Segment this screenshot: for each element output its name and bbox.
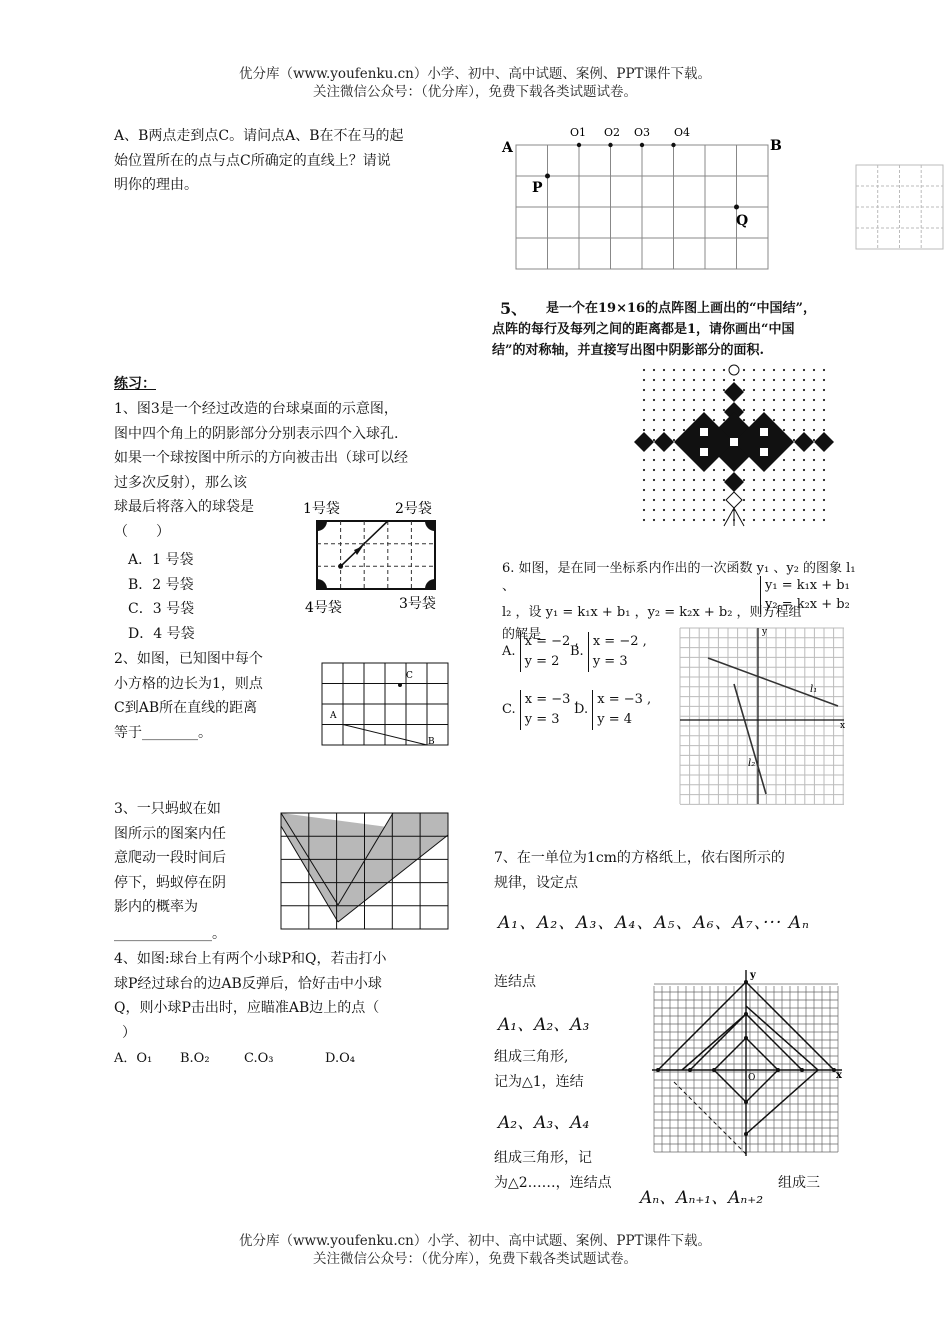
point-p-label: P	[532, 180, 543, 196]
q6-line: l₂ ，设 y₁ = k₁x + b₁ ，y₂ = k₂x + b₂ ，则方程组	[502, 605, 802, 620]
q3-line: 意爬动一段时间后	[114, 850, 226, 866]
q4-line: 4、如图:球台上有两个小球P和Q，若击打小	[114, 951, 387, 967]
question-3	[114, 797, 284, 920]
q1-option-c[interactable]: C．3 号袋	[128, 601, 195, 617]
q6-line: 的解是	[502, 627, 542, 642]
q7-form-triangle-1: 组成三角形,	[494, 1049, 569, 1065]
point-a-label: A	[330, 711, 337, 721]
intro-text	[114, 124, 474, 198]
q3-line: 停下，蚂蚁停在阴	[114, 874, 226, 891]
page-header-line1: 优分库（www.youfenku.cn）小学、初中、高中试题、案例、PPT课件下载。	[238, 66, 712, 82]
q3-ant-figure	[278, 810, 454, 934]
o2-label: O2	[604, 126, 621, 139]
point-b-label: B	[428, 737, 435, 747]
q6-equation-system	[760, 576, 850, 614]
origin-label: O	[748, 1073, 756, 1083]
q4-option-c[interactable]: C.O₃	[244, 1051, 274, 1066]
x-axis-label: x	[836, 1070, 842, 1081]
direction-arrow-icon	[354, 546, 363, 555]
side-grid-decoration	[855, 164, 945, 250]
pocket-1	[317, 521, 327, 531]
q4-options	[114, 1050, 474, 1068]
question-7	[494, 846, 854, 895]
q3-line: 3、一只蚂蚁在如	[114, 801, 221, 817]
q7-mark-1: 记为△1，连结	[494, 1074, 584, 1090]
q1-line: 如果一个球按图中所示的方向被击出（球可以经	[114, 450, 408, 466]
billiard-grid-figure	[498, 122, 788, 274]
q7-triangle-graph	[650, 970, 846, 1158]
q1-line: 图中四个角上的阴影部分分别表示四个入球孔.	[114, 425, 399, 442]
q4-option-b[interactable]: B.O₂	[180, 1051, 210, 1066]
q2-line: 小方格的边长为1，则点	[114, 675, 263, 692]
page-footer-line2: 关注微信公众号：（优分库），免费下载各类试题试卷。	[313, 1251, 637, 1267]
q5-line: 点阵的每行及每列之间的距离都是1，请你画出“中国	[492, 322, 795, 337]
q7-points-123: A₁、A₂、A₃	[498, 1015, 590, 1035]
q7-form-triangle-2: 组成三角形，记	[494, 1150, 592, 1166]
q2-line: 2、如图，已知图中每个	[114, 651, 263, 667]
page-header-line2: 关注微信公众号：（优分库），免费下载各类试题试卷。	[313, 84, 637, 100]
practice-title: 练习：	[114, 376, 156, 392]
point-q-label: Q	[736, 213, 749, 229]
q1-options	[128, 548, 195, 646]
q3-line: 影内的概率为	[114, 899, 198, 915]
point-b-label: B	[770, 138, 782, 154]
l2-label: l₂	[748, 758, 756, 769]
q2-line: C到AB所在直线的距离	[114, 700, 258, 716]
q3-answer-blank: ______________。	[114, 926, 226, 942]
table-border	[317, 521, 435, 589]
x-axis-label: x	[840, 721, 846, 731]
pocket-1-label: 1号袋	[303, 501, 340, 517]
q4-line: ）	[122, 1024, 136, 1041]
q2-grid-figure	[318, 660, 452, 748]
question-5	[492, 298, 842, 361]
intro-line: 明你的理由。	[114, 177, 198, 193]
q6-option-b[interactable]: B. x = −2 , y = 3	[570, 632, 647, 672]
pocket-3	[425, 579, 435, 589]
q1-option-a[interactable]: A．1 号袋	[128, 552, 194, 568]
pocket-4-label: 4号袋	[305, 600, 342, 616]
q2-line: 等于________。	[114, 724, 212, 741]
q6-option-d[interactable]: D. x = −3 , y = 4	[574, 690, 651, 730]
pocket-2	[425, 521, 435, 531]
q5-line: 是一个在19×16的点阵图上画出的“中国结”，	[546, 301, 817, 316]
intro-line: 始位置所在的点与点C所确定的直线上？请说	[114, 152, 391, 169]
pool-table-figure	[295, 495, 455, 620]
q7-connect: 连结点	[494, 974, 536, 990]
q4-option-d[interactable]: D.O₄	[325, 1051, 355, 1066]
l1-label: l₁	[810, 684, 818, 695]
q3-line: 图所示的图案内任	[114, 825, 226, 842]
point-c-label: C	[406, 671, 413, 681]
q7-mark-2: 为△2……，连结点	[494, 1175, 612, 1191]
line-l2	[734, 684, 766, 794]
question-4	[114, 947, 474, 1045]
q7-line: 7、在一单位为1cm的方格纸上，依右图所示的	[494, 850, 785, 866]
q6-option-a[interactable]: A. x = −2 , y = 2	[502, 632, 579, 672]
q6-line: 6. 如图，是在同一坐标系内作出的一次函数 y₁ 、y₂ 的图象 l₁ 、	[502, 561, 856, 594]
o4-label: O4	[674, 126, 691, 139]
q4-line: Q，则小球P击出时，应瞄准AB边上的点（	[114, 1000, 380, 1016]
y-axis-label: y	[762, 627, 768, 637]
q7-point-sequence: A₁、A₂、A₃、A₄、A₅、A₆、A₇、··· Aₙ	[498, 913, 810, 933]
o3-label: O3	[634, 126, 651, 139]
q1-option-d[interactable]: D．4 号袋	[128, 625, 195, 642]
q6-linear-graph	[676, 624, 848, 808]
q7-points-234: A₂、A₃、A₄	[498, 1113, 590, 1133]
o1-label: O1	[570, 126, 587, 139]
q7-points-n: Aₙ、Aₙ₊₁、Aₙ₊₂	[640, 1188, 764, 1208]
pocket-2-label: 2号袋	[395, 501, 432, 517]
q1-option-b[interactable]: B．2 号袋	[128, 576, 194, 593]
ball	[338, 564, 343, 569]
q6-system-eq1: y₁ = k₁x + b₁	[765, 578, 850, 593]
q6-system-eq2: y₂ = k₂x + b₂	[765, 597, 850, 612]
q4-line: 球P经过球台的边AB反弹后，恰好击中小球	[114, 975, 382, 992]
pocket-4	[317, 579, 327, 589]
q5-line: 结”的对称轴，并直接写出图中阴影部分的面积.	[492, 343, 765, 358]
question-2	[114, 647, 304, 745]
point-a-label: A	[502, 140, 513, 156]
intro-line: A、B两点走到点C。请问点A、B在不在马的起	[114, 128, 404, 144]
chinese-knot-figure	[630, 360, 836, 528]
q6-option-c[interactable]: C. x = −3 , y = 3	[502, 690, 579, 730]
pocket-3-label: 3号袋	[399, 596, 436, 612]
q1-line: （ ）	[114, 523, 170, 540]
q7-tail: 组成三	[778, 1175, 820, 1191]
q7-line: 规律，设定点	[494, 874, 578, 891]
q5-number: 5、	[500, 299, 528, 318]
q1-line: 球最后将落入的球袋是	[114, 499, 254, 515]
q4-option-a[interactable]: A．O₁	[114, 1051, 153, 1066]
q1-line: 1、图3是一个经过改造的台球桌面的示意图，	[114, 401, 398, 417]
y-axis-label: y	[750, 970, 756, 981]
page-footer-line1: 优分库（www.youfenku.cn）小学、初中、高中试题、案例、PPT课件下载。	[238, 1233, 712, 1249]
q1-line: 过多次反射），那么该	[114, 474, 247, 491]
